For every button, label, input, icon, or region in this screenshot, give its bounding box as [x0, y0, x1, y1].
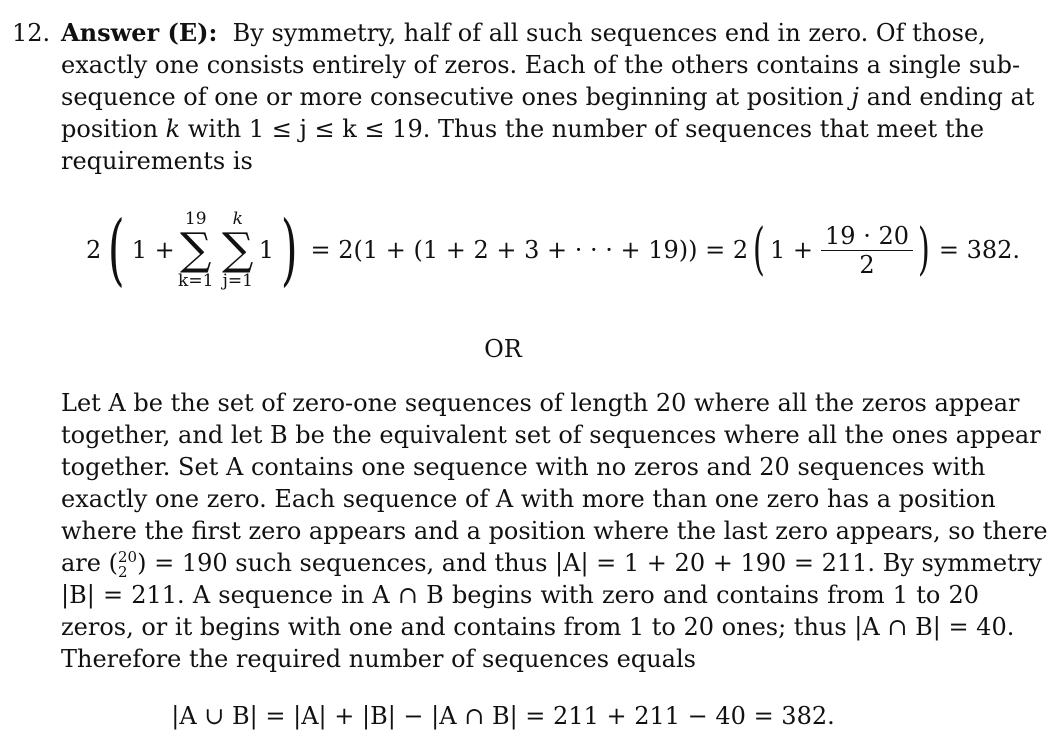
para1-line-3	[61, 81, 1035, 113]
binom-bottom: 2	[117, 562, 128, 581]
para2-line-6-a: are	[61, 549, 101, 577]
sum-2: k ∑ j=1	[217, 210, 259, 290]
sum-1: 19 ∑ k=1	[175, 210, 217, 290]
problem-number: 12.	[12, 19, 51, 47]
answer-label: Answer (E):	[61, 18, 218, 47]
eq1-middle: = 2(1 + (1 + 2 + 3 + · · · + 19)) = 2	[310, 236, 749, 264]
para2-line-2: together, and let B be the equivalent set of sequences where all the ones appear	[61, 421, 1041, 449]
para1-line-1	[61, 17, 986, 49]
para1-line-4-b: with	[187, 115, 242, 143]
para1-line-5: requirements is	[61, 147, 253, 175]
para2-line-9: Therefore the required number of sequences equals	[61, 645, 696, 673]
eq1-result: = 382.	[938, 236, 1021, 264]
inequality: 1 ≤ j ≤ k ≤ 19.	[248, 115, 431, 143]
binom-top: 20	[117, 547, 138, 566]
para2-line-6-b: = 190 such sequences, and thus |A| = 1 + 20 + 190 = 211. By symmetry	[154, 549, 1042, 577]
fraction-denominator: 2	[859, 250, 875, 279]
sum-1-upper: 19	[184, 209, 207, 229]
para1-line-3-b: and ending at	[866, 83, 1035, 111]
binomial	[117, 547, 138, 581]
para2-line-5: where the first zero appears and a position where the last zero appears, so there	[61, 517, 1048, 545]
equation-sum	[86, 200, 1020, 300]
para1-line-2: exactly one consists entirely of zeros. Each of the others contains a single sub-	[61, 51, 1021, 79]
para1-line-1-text: By symmetry, half of all such sequences end in zero. Of those,	[232, 19, 986, 47]
para2-line-3: together. Set A contains one sequence with no zeros and 20 sequences with	[61, 453, 986, 481]
eq1-inner-one: 1 +	[131, 236, 175, 264]
left-paren-1: (	[108, 205, 125, 295]
solution-paragraph-1	[61, 17, 1035, 177]
sum-2-lower: j=1	[222, 271, 253, 291]
equation-union: |A ∪ B| = |A| + |B| − |A ∩ B| = 211 + 211 − 40 = 382.	[171, 702, 835, 730]
sum-2-upper: k	[232, 209, 243, 229]
right-paren-1: )	[280, 205, 298, 295]
var-k: k	[165, 115, 181, 143]
para1-line-4-a: position	[61, 115, 159, 143]
para2-line-1: Let A be the set of zero-one sequences of length 20 where all the zeros appear	[61, 389, 1020, 417]
eq1-lead: 2	[86, 236, 102, 264]
var-j: j	[851, 83, 859, 111]
para2-line-4: exactly one zero. Each sequence of A with more than one zero has a position	[61, 485, 996, 513]
right-paren-2: )	[917, 217, 930, 282]
sum-1-lower: k=1	[178, 271, 214, 291]
para1-line-4	[61, 113, 985, 145]
para1-line-4-c: Thus the number of sequences that meet the	[438, 115, 985, 143]
para2-line-7: |B| = 211. A sequence in A ∩ B begins with zero and contains from 1 to 20	[61, 581, 979, 609]
or-separator: OR	[484, 335, 522, 363]
eq1-inner-two: 1 +	[770, 236, 814, 264]
para2-line-6: are ( 20 2 ) = 190 such sequences, and thus |A| = 1 + 20 + 190 = 211. By symmetry	[61, 547, 1042, 581]
summand: 1	[258, 236, 275, 264]
solution-paragraph-2	[61, 387, 1048, 675]
left-paren-2: (	[753, 217, 766, 282]
para2-line-8: zeros, or it begins with one and contains from 1 to 20 ones; thus |A ∩ B| = 40.	[61, 613, 1015, 641]
fraction	[821, 222, 913, 279]
para1-line-3-a: sequence of one or more consecutive ones beginning at position	[61, 83, 844, 111]
fraction-numerator: 19 · 20	[821, 222, 913, 251]
